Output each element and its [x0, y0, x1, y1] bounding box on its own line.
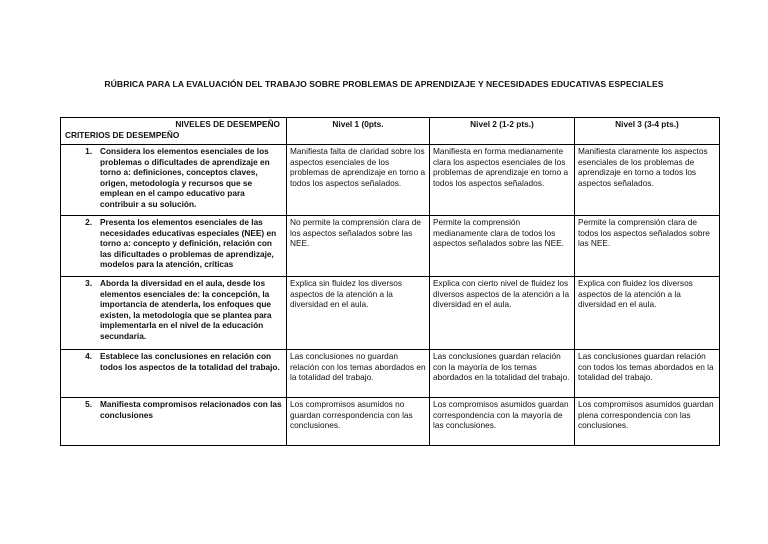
level-3-descriptor: Las conclusiones guardan relación con todos los temas abordados en la totalidad del trabajo. [575, 350, 720, 398]
criterion-text: Presenta los elementos esenciales de las necesidades educativas especiales (NEE) en torno a: concepto y definición, relación con las dificultades o problemas de aprendizaje, modelos para la atención, críticas [100, 217, 277, 270]
rubric-table [60, 117, 720, 446]
level-2-descriptor: Permite la comprensión medianamente clara de todos los aspectos señalados sobre las NEE. [430, 216, 575, 277]
criterion-number: 3. [85, 278, 92, 288]
level-3-descriptor: Los compromisos asumidos guardan plena correspondencia con las conclusiones. [575, 398, 720, 446]
level-3-descriptor: Permite la comprensión clara de todos los aspectos señalados sobre las NEE. [575, 216, 720, 277]
level-2-descriptor: Las conclusiones guardan relación con la mayoría de los temas abordados en la totalidad del trabajo. [430, 350, 575, 398]
level-3-descriptor: Explica con fluidez los diversos aspectos de la atención a la diversidad en el aula. [575, 277, 720, 350]
corner-header-cell [61, 118, 287, 145]
criterion-cell [61, 145, 287, 216]
criterion-number: 2. [85, 217, 92, 227]
criterion-cell [61, 398, 287, 446]
level-1-descriptor: Las conclusiones no guardan relación con los temas abordados en la totalidad del trabajo. [287, 350, 430, 398]
level-2-header: Nivel 2 (1-2 pts.) [430, 118, 575, 145]
criterion-cell [61, 216, 287, 277]
table-row [61, 350, 720, 398]
criterion-number: 1. [85, 146, 92, 156]
level-2-descriptor: Explica con cierto nivel de fluidez los diversos aspectos de la atención a la diversidad en el aula. [430, 277, 575, 350]
criterion-text: Manifiesta compromisos relacionados con las conclusiones [100, 399, 282, 420]
table-row [61, 216, 720, 277]
level-1-descriptor: Los compromisos asumidos no guardan correspondencia con las conclusiones. [287, 398, 430, 446]
table-row [61, 277, 720, 350]
level-1-descriptor: No permite la comprensión clara de los aspectos señalados sobre las NEE. [287, 216, 430, 277]
criterion-text: Aborda la diversidad en el aula, desde los elementos esenciales de: la concepción, la importancia de atenderla, los enfoques que existen, la metodología que se plantea para implementarla en el nivel de la educación secundaria. [100, 278, 272, 341]
levels-header: NIVELES DE DESEMPEÑO [175, 119, 280, 129]
level-3-header: Nivel 3 (3-4 pts.) [575, 118, 720, 145]
criterion-text: Establece las conclusiones en relación con todos los aspectos de la totalidad del trabajo. [100, 351, 280, 372]
level-3-descriptor: Manifiesta claramente los aspectos esenciales de los problemas de aprendizaje en torno a todos los aspectos señalados. [575, 145, 720, 216]
table-header-row [61, 118, 720, 145]
level-2-descriptor: Manifiesta en forma medianamente clara los aspectos esenciales de los problemas de aprendizaje en torno a todos los aspectos señalados. [430, 145, 575, 216]
criteria-header: CRITERIOS DE DESEMPEÑO [65, 130, 180, 140]
level-1-descriptor: Manifiesta falta de claridad sobre los aspectos esenciales de los problemas de aprendizaje en torno a todos los aspectos señalados. [287, 145, 430, 216]
level-1-header: Nivel 1 (0pts. [287, 118, 430, 145]
table-row [61, 145, 720, 216]
level-1-descriptor: Explica sin fluidez los diversos aspectos de la atención a la diversidad en el aula. [287, 277, 430, 350]
level-2-descriptor: Los compromisos asumidos guardan correspondencia con la mayoría de las conclusiones. [430, 398, 575, 446]
criterion-number: 5. [85, 399, 92, 409]
document-title: RÚBRICA PARA LA EVALUACIÓN DEL TRABAJO SOBRE PROBLEMAS DE APRENDIZAJE Y NECESIDADES EDUCATIVAS ESPECIALES [104, 79, 664, 89]
criterion-cell [61, 277, 287, 350]
criterion-text: Considera los elementos esenciales de los problemas o dificultades de aprendizaje en torno a: definiciones, conceptos claves, origen, metodología y recursos que se emplean en el campo educativo para contribuir a su solución. [100, 146, 270, 209]
criterion-cell [61, 350, 287, 398]
criterion-number: 4. [85, 351, 92, 361]
table-row [61, 398, 720, 446]
